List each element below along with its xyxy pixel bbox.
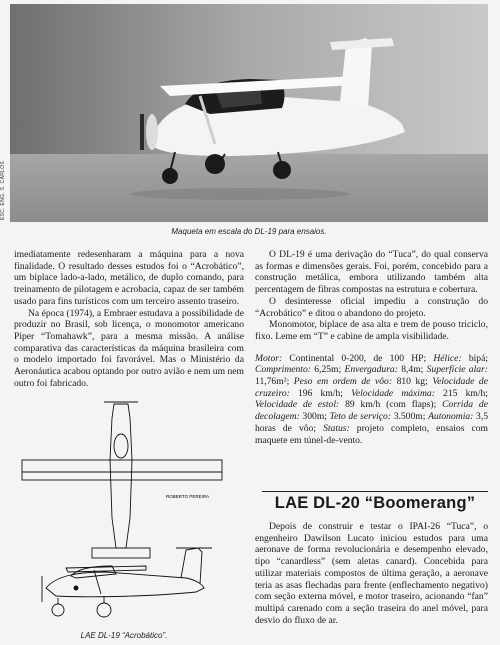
aircraft-model-photo [10,4,488,222]
photo-caption: Maqueta em escala do DL-19 para ensaios. [171,227,327,236]
section-body [255,521,488,626]
photo-credit: ESC. ENG. S. CARLOS [0,160,6,220]
paragraph: Monomotor, biplace de asa alta e trem de pouso triciclo, fixo. Leme em “T” e cabine de ampla visibilidade. [255,319,488,342]
left-column [14,249,244,389]
section-heading: LAE DL-20 “Boomerang” [262,491,488,515]
drawing-signature: ROBERTO PEREIRA [166,494,210,499]
aircraft-three-view-drawing [16,398,230,628]
paragraph: Na época (1974), a Embraer estudava a possibilidade de produzir no Brasil, sob licença, o monomotor americano Piper “Tomahawk”, para a mesma missão. A análise comparativa das características da máquina brasileira com o modelo importado foi favorável. Mas o Ministério da Aeronáutica acabou optando por outro avião e nem um nem outro foi fabricado. [14,307,244,389]
model-photo-illustration [10,4,488,222]
paragraph: O DL-19 é uma derivação do “Tuca”, do qual conserva as formas e dimensões gerais. Foi, porém, concebido para a construção metálica, embora utilizando também alta percentagem de fibras compostas na estrutura e cobertura. [255,249,488,296]
paragraph: imediatamente redesenharam a máquina para a nova finalidade. O resultado desses estudos foi o “Acrobático”, um biplace lado-a-lado, metálico, de duplo comando, para treinamento de pilotagem e acrobacia, capaz de ser também usado para fins turísticos com um terceiro assento traseiro. [14,249,244,307]
drawing-illustration [16,398,230,628]
right-column [255,249,488,446]
drawing-caption: LAE DL-19 “Acrobático”. [80,631,168,640]
paragraph: Depois de construir e testar o IPAI-26 “Tuca”, o engenheiro Dawilson Lucato iniciou estudos para uma aeronave de forma revolucionária e desempenho elevado, tipo “canardless” (sem aletas canard). Concebida para utilizar materiais compostos de última geração, a aeronave teria as asas flechadas para frente (enflechamento negativo) com seção externa móvel, e motor traseiro, acionando “fan” multipá carenado com a seção traseira do anel móvel, para desvio do fluxo de ar. [255,521,488,626]
specifications: Motor: Continental 0-200, de 100 HP; Hélice: bipá; Comprimento: 6,25m; Envergadura: 8,4m; Superfície alar: 11,76m²; Peso em ordem de vôo: 810 kg; Velocidade de cruzeiro: 196 km/h; Velocidade máxima: 215 km/h; Velocidade de estol: 89 km/h (com flaps); Corrida de decolagem: 300m; Teto de serviço: 3.500m; Autonomia: 3,5 horas de vôo; Status: projeto completo, ensaios com maquete em túnel-de-vento. [255,352,489,446]
paragraph: O desinteresse oficial impediu a construção do “Acrobático” e ditou o abandono do projeto. [255,295,488,319]
